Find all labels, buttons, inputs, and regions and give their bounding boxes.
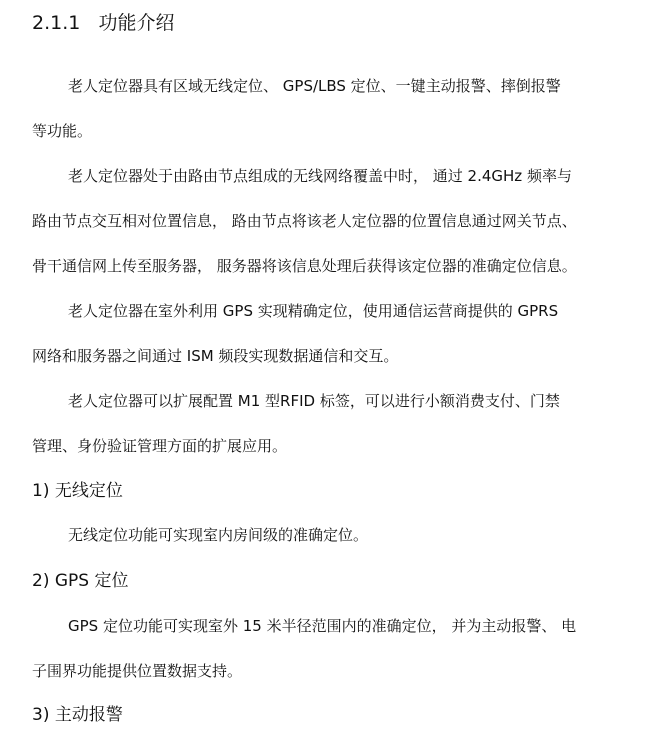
paragraph-line: 无线定位功能可实现室内房间级的准确定位。 (68, 526, 369, 544)
section-number: 2.1.1 (32, 12, 81, 34)
paragraph-line: 网络和服务器之间通过 ISM 频段实现数据通信和交互。 (32, 347, 399, 365)
paragraph-line: 老人定位器在室外利用 GPS 实现精确定位，使用通信运营商提供的 GPRS (68, 302, 559, 320)
feature-heading-wireless: 1) 无线定位 (32, 481, 123, 501)
paragraph-line: 子围界功能提供位置数据支持。 (32, 662, 243, 680)
paragraph-line: 老人定位器可以扩展配置 M1 型RFID 标签，可以进行小额消费支付、门禁 (68, 392, 560, 410)
paragraph-line: 路由节点交互相对位置信息， 路由节点将该老人定位器的位置信息通过网关节点、 (32, 212, 577, 230)
paragraph-line: 老人定位器具有区域无线定位、 GPS/LBS 定位、一键主动报警、摔倒报警 (68, 77, 561, 95)
paragraph-line: 等功能。 (32, 122, 93, 140)
paragraph-line: 管理、身份验证管理方面的扩展应用。 (32, 437, 288, 455)
feature-heading-gps: 2) GPS 定位 (32, 571, 129, 591)
section-title: 功能介绍 (98, 12, 175, 34)
paragraph-line: GPS 定位功能可实现室外 15 米半径范围内的准确定位， 并为主动报警、 电 (68, 617, 577, 635)
paragraph-line: 老人定位器处于由路由节点组成的无线网络覆盖中时， 通过 2.4GHz 频率与 (68, 167, 572, 185)
section-heading (32, 10, 175, 36)
paragraph-line: 骨干通信网上传至服务器， 服务器将该信息处理后获得该定位器的准确定位信息。 (32, 257, 577, 275)
feature-heading-alarm: 3) 主动报警 (32, 705, 123, 725)
